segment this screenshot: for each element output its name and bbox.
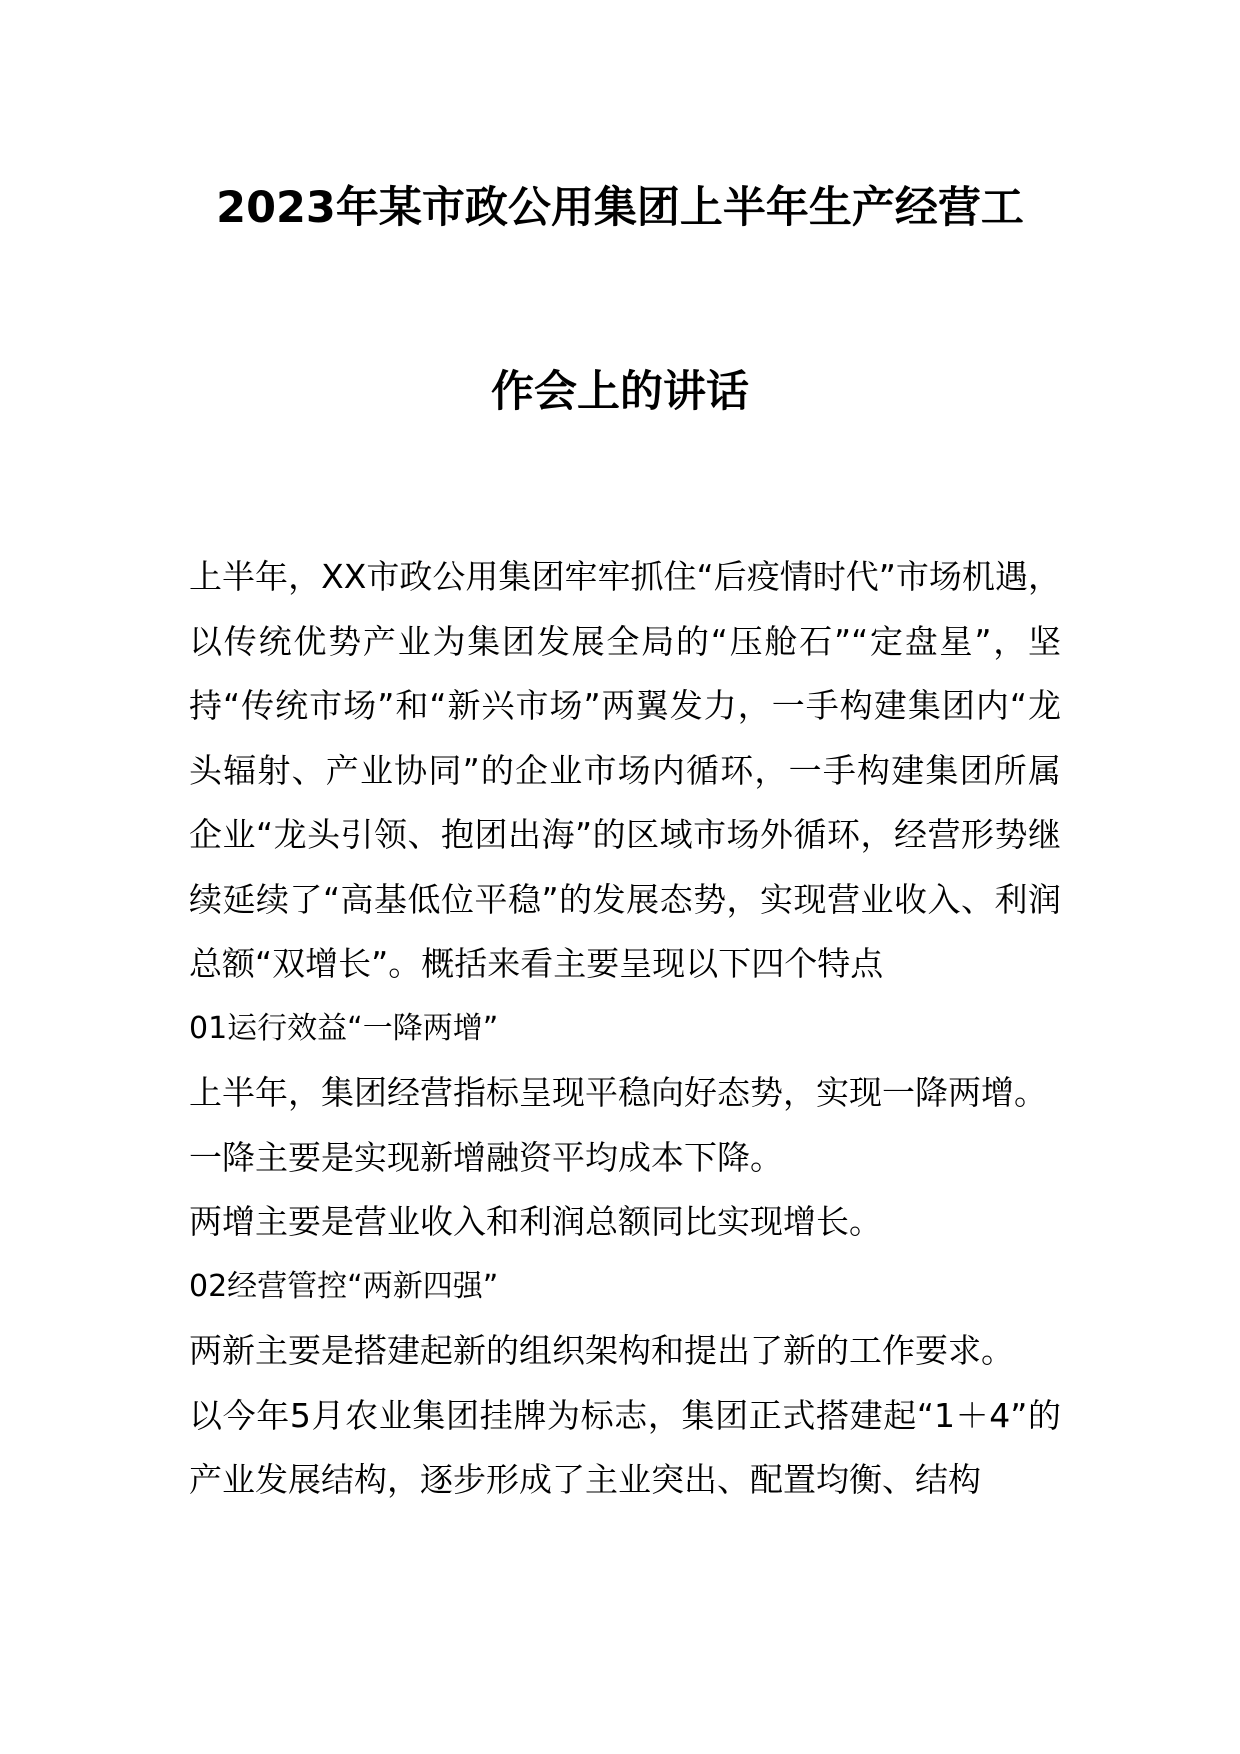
document-title-line-2: 作会上的讲话 xyxy=(491,367,749,417)
section-heading-01: 01运行效益“一降两增” xyxy=(189,1010,499,1046)
document-title-line-1: 2023年某市政公用集团上半年生产经营工 xyxy=(216,183,1024,233)
intro-paragraph: 上半年，XX市政公用集团牢牢抓住“后疫情时代”市场机遇，以传统优势产业为集团发展全局的“压舱石”“定盘星”，坚持“传统市场”和“新兴市场”两翼发力，一手构建集团内“龙头辐射、产业协同”的企业市场内循环，一手构建集团所属企业“龙头引领、抱团出海”的区域市场外循环，经营形势继续延续了“高基低位平稳”的发展态势，实现营业收入、利润总额“双增长”。概括来看主要呈现以下四个特点 xyxy=(189,557,1061,983)
document-body xyxy=(189,545,1061,1513)
paragraph: 一降主要是实现新增融资平均成本下降。 xyxy=(189,1137,783,1177)
paragraph: 上半年，集团经营指标呈现平稳向好态势，实现一降两增。 xyxy=(189,1073,1047,1112)
paragraph: 两新主要是搭建起新的组织架构和提出了新的工作要求。 xyxy=(189,1331,1014,1370)
section-heading-02: 02经营管控“两新四强” xyxy=(189,1268,499,1304)
paragraph: 以今年5月农业集团挂牌为标志，集团正式搭建起“1＋4”的产业发展结构，逐步形成了主业突出、配置均衡、结构 xyxy=(189,1395,1061,1499)
paragraph: 两增主要是营业收入和利润总额同比实现增长。 xyxy=(189,1202,882,1241)
